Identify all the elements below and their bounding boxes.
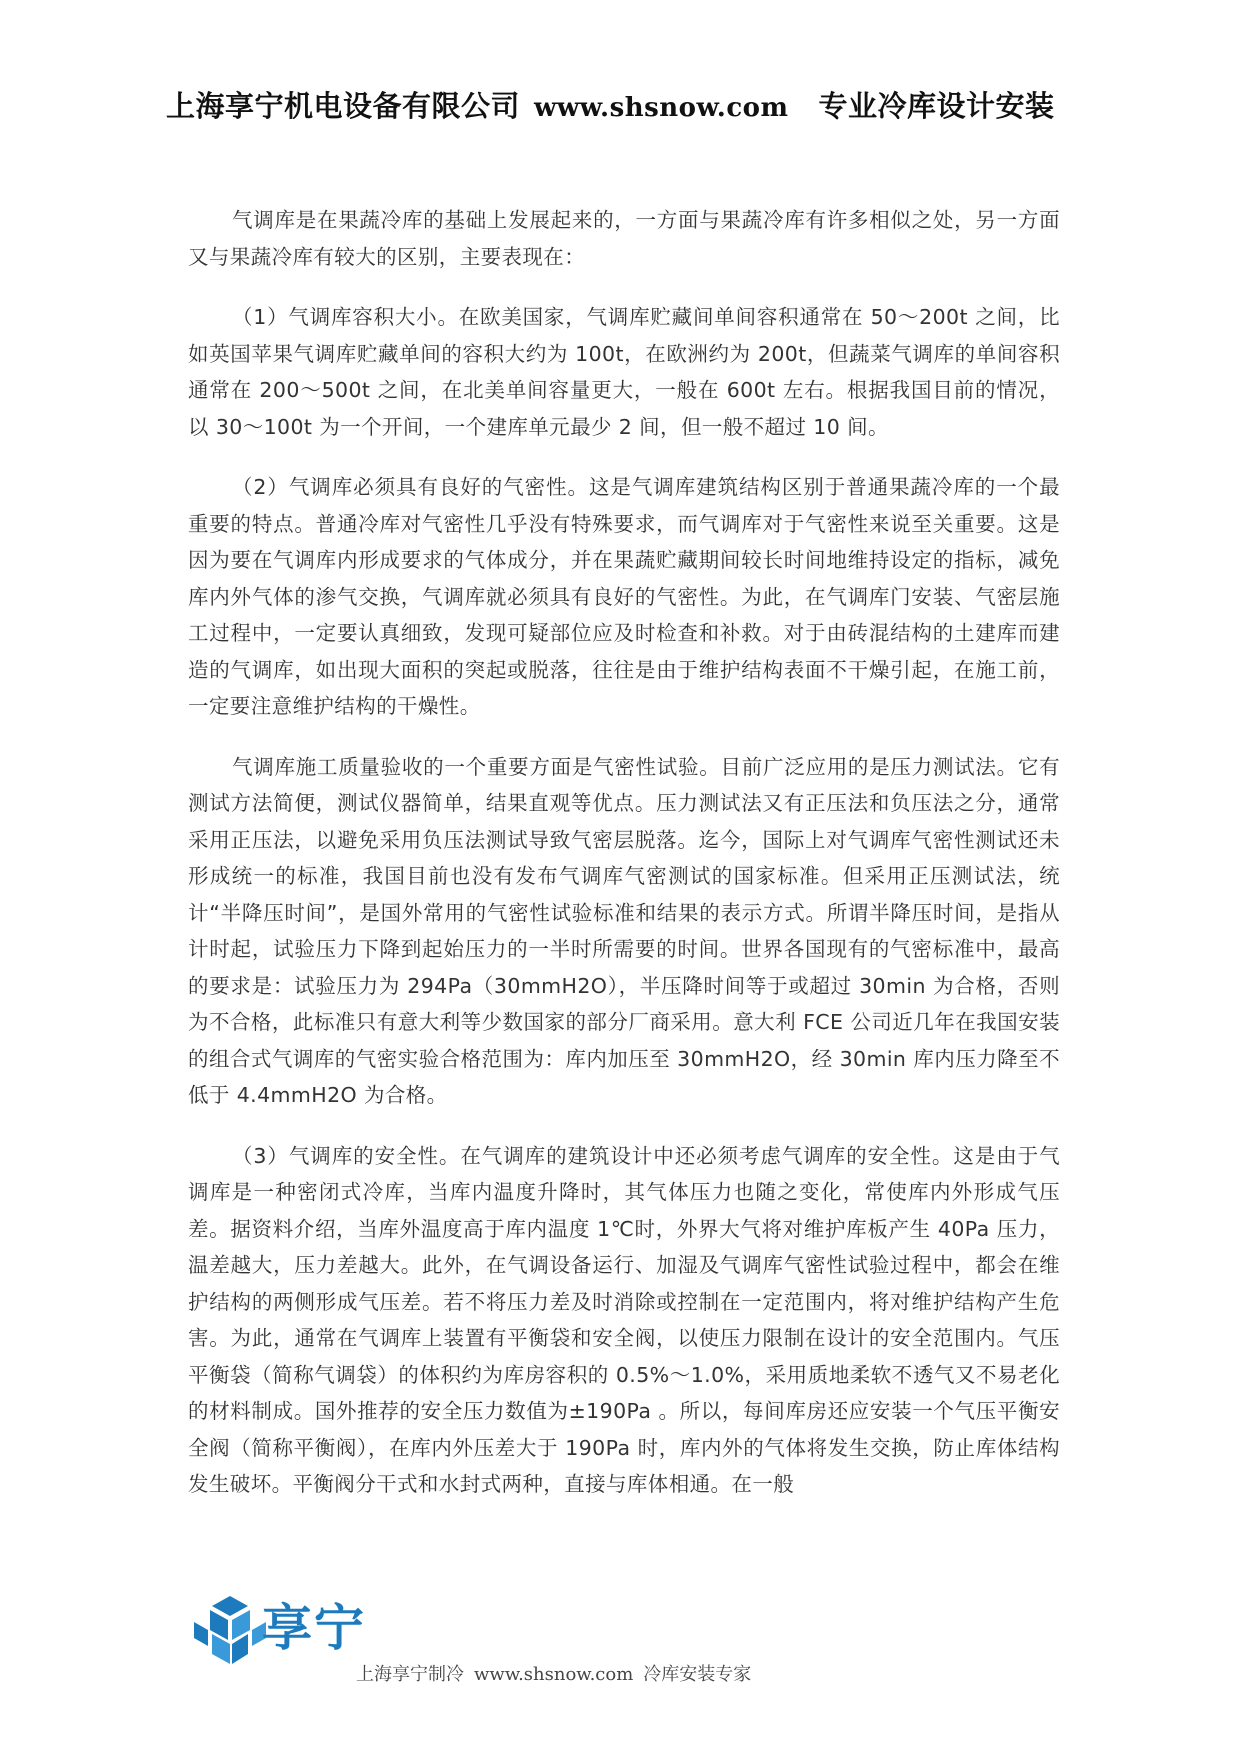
footer-company: 上海享宁制冷	[356, 1664, 464, 1685]
paragraph-capacity: （1）气调库容积大小。在欧美国家，气调库贮藏间单间容积通常在 50～200t 之间，比如英国苹果气调库贮藏单间的容积大约为 100t，在欧洲约为 200t，但蔬菜气调库的单间容积通常在 200～500t 之间，在北美单间容量更大，一般在 600t 左右。根据我国目前的情况，以 30～100t 为一个开间，一个建库单元最少 2 间，但一般不超过 10 间。	[188, 305, 1060, 439]
article-body	[188, 202, 1060, 1527]
page-footer	[190, 1588, 890, 1698]
paragraph-airtight-test: 气调库施工质量验收的一个重要方面是气密性试验。目前广泛应用的是压力测试法。它有测试方法简便，测试仪器简单，结果直观等优点。压力测试法又有正压法和负压法之分，通常采用正压法，以避免采用负压法测试导致气密层脱落。迄今，国际上对气调库气密性测试还未形成统一的标准，我国目前也没有发布气调库气密测试的国家标准。但采用正压测试法，统计“半降压时间”，是国外常用的气密性试验标准和结果的表示方式。所谓半降压时间，是指从计时起，试验压力下降到起始压力的一半时所需要的时间。世界各国现有的气密标准中，最高的要求是：试验压力为 294Pa（30mmH2O），半压降时间等于或超过 30min 为合格，否则为不合格，此标准只有意大利等少数国家的部分厂商采用。意大利 FCE 公司近几年在我国安装的组合式气调库的气密实验合格范围为：库内加压至 30mmH2O，经 30min 库内压力降至不低于 4.4mmH2O 为合格。	[188, 754, 1060, 1107]
footer-line	[356, 1660, 751, 1686]
footer-tagline: 冷库安装专家	[643, 1664, 752, 1685]
paragraph-airtightness: （2）气调库必须具有良好的气密性。这是气调库建筑结构区别于普通果蔬冷库的一个最重要的特点。普通冷库对气密性几乎没有特殊要求，而气调库对于气密性来说至关重要。这是因为要在气调库内形成要求的气体成分，并在果蔬贮藏期间较长时间地维持设定的指标，减免库内外气体的渗气交换，气调库就必须具有良好的气密性。为此，在气调库门安装、气密层施工过程中，一定要认真细致，发现可疑部位应及时检查和补救。对于由砖混结构的土建库而建造的气调库，如出现大面积的突起或脱落，往往是由于维护结构表面不干燥引起，在施工前，一定要注意维护结构的干燥性。	[188, 475, 1060, 718]
page-header	[166, 84, 1066, 136]
footer-url[interactable]: www.shsnow.com	[474, 1664, 634, 1685]
paragraph-safety: （3）气调库的安全性。在气调库的建筑设计中还必须考虑气调库的安全性。这是由于气调库是一种密闭式冷库，当库内温度升降时，其气体压力也随之变化，常使库内外形成气压差。据资料介绍，当库外温度高于库内温度 1℃时，外界大气将对维护库板产生 40Pa 压力，温差越大，压力差越大。此外，在气调设备运行、加湿及气调库气密性试验过程中，都会在维护结构的两侧形成气压差。若不将压力差及时消除或控制在一定范围内，将对维护结构产生危害。为此，通常在气调库上装置有平衡袋和安全阀，以使压力限制在设计的安全范围内。气压平衡袋（简称气调袋）的体积约为库房容积的 0.5%～1.0%，采用质地柔软不透气又不易老化的材料制成。国外推荐的安全压力数值为±190Pa 。所以，每间库房还应安装一个气压平衡安全阀（简称平衡阀），在库内外压差大于 190Pa 时，库内外的气体将发生交换，防止库体结构发生破坏。平衡阀分干式和水封式两种，直接与库体相通。在一般	[188, 1143, 1060, 1496]
logo-text: 享宁	[262, 1599, 366, 1657]
header-company: 上海享宁机电设备有限公司	[166, 89, 521, 123]
header-url[interactable]: www.shsnow.com	[534, 93, 789, 123]
paragraph-intro: 气调库是在果蔬冷库的基础上发展起来的，一方面与果蔬冷库有许多相似之处，另一方面又与果蔬冷库有较大的区别，主要表现在：	[188, 208, 1060, 269]
hexagon-snowflake-logo-icon	[190, 1594, 270, 1668]
header-slogan: 专业冷库设计安装	[818, 89, 1055, 123]
